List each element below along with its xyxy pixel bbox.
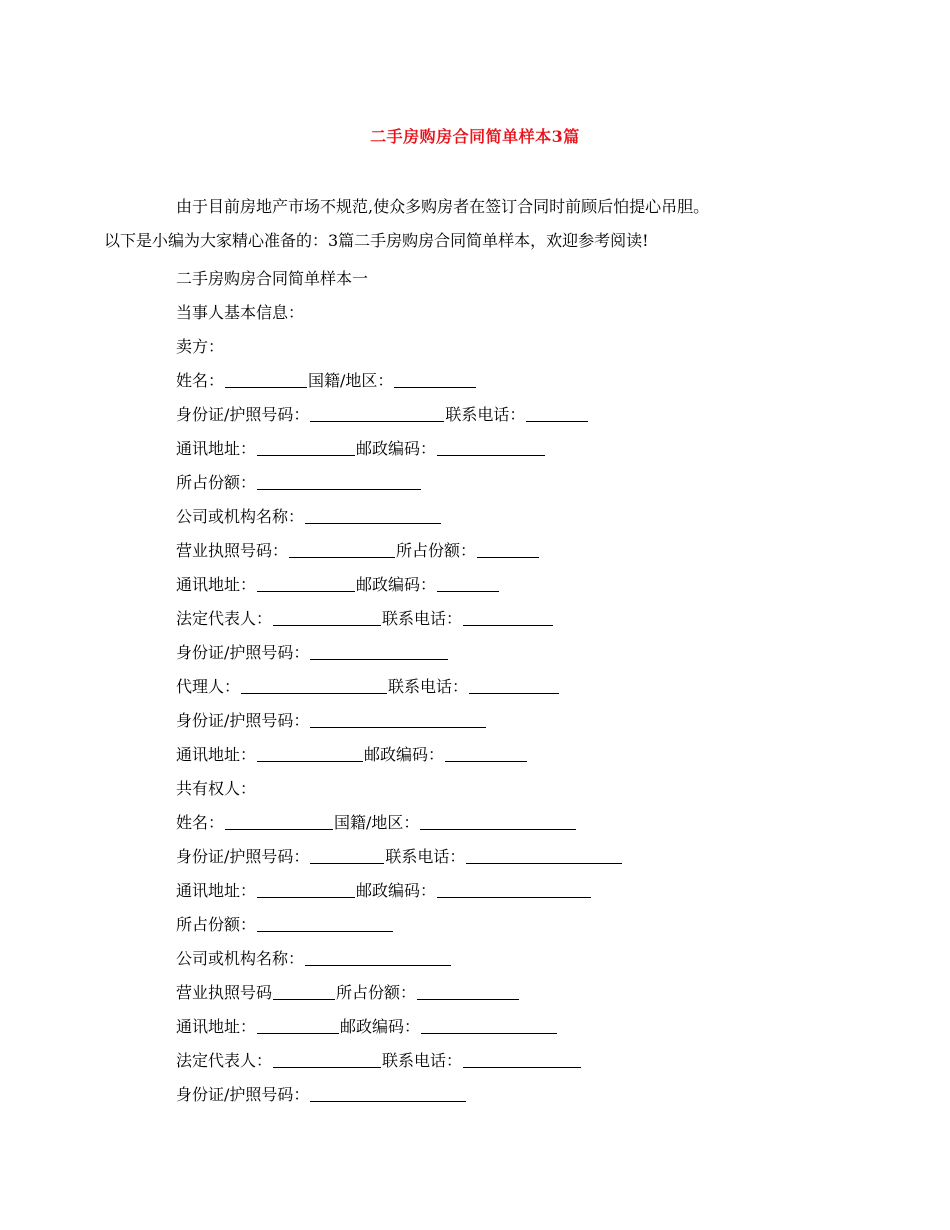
legal-rep-blank (273, 1047, 381, 1068)
share-blank (257, 469, 421, 490)
co-owner-name-row (176, 806, 896, 840)
field-label: 国籍/地区： (334, 813, 420, 832)
field-label: 通讯地址： (176, 439, 257, 458)
seller-license-row (176, 534, 896, 568)
co-owner-share-row (176, 908, 896, 942)
field-label: 通讯地址： (176, 881, 257, 900)
id-blank (310, 639, 448, 660)
address-blank (257, 741, 363, 762)
phone-blank (466, 843, 622, 864)
postal-blank (437, 571, 499, 592)
company-blank (305, 503, 441, 524)
phone-blank (463, 605, 553, 626)
field-label: 法定代表人： (176, 1051, 273, 1070)
field-label: 代理人： (176, 677, 241, 696)
agent-blank (241, 673, 387, 694)
field-label: 联系电话： (382, 609, 463, 628)
co-owner-license-row (176, 976, 896, 1010)
contract-body (176, 262, 896, 1112)
id-blank (310, 1081, 466, 1102)
name-blank (225, 367, 307, 388)
address-blank (257, 1013, 339, 1034)
seller-id3-row (176, 704, 896, 738)
field-label: 邮政编码： (356, 881, 437, 900)
nationality-blank (420, 809, 576, 830)
field-label: 联系电话： (385, 847, 466, 866)
field-label: 邮政编码： (364, 745, 445, 764)
field-label: 国籍/地区： (308, 371, 394, 390)
phone-blank (463, 1047, 581, 1068)
field-label: 所占份额： (336, 983, 417, 1002)
co-owner-address-row (176, 874, 896, 908)
field-label: 身份证/护照号码： (176, 1085, 310, 1104)
postal-blank (437, 877, 591, 898)
field-label: 通讯地址： (176, 1017, 257, 1036)
field-label: 所占份额： (176, 473, 257, 492)
co-owner-id-row (176, 840, 896, 874)
field-label: 联系电话： (388, 677, 469, 696)
field-label: 所占份额： (176, 915, 257, 934)
co-owner-company-row (176, 942, 896, 976)
phone-blank (469, 673, 559, 694)
parties-heading: 当事人基本信息： (176, 303, 305, 322)
share-blank (257, 911, 393, 932)
co-owner-address2-row (176, 1010, 896, 1044)
field-label: 邮政编码： (356, 439, 437, 458)
field-label: 邮政编码： (340, 1017, 421, 1036)
name-blank (225, 809, 333, 830)
id-blank (310, 707, 486, 728)
seller-heading: 卖方： (176, 337, 225, 356)
postal-blank (421, 1013, 557, 1034)
license-blank (289, 537, 395, 558)
license-blank (273, 979, 335, 1000)
address-blank (257, 435, 355, 456)
field-label: 营业执照号码： (176, 541, 289, 560)
field-label: 姓名： (176, 813, 225, 832)
nationality-blank (394, 367, 476, 388)
share-blank (417, 979, 519, 1000)
field-label: 通讯地址： (176, 745, 257, 764)
seller-address-row (176, 432, 896, 466)
field-label: 联系电话： (382, 1051, 463, 1070)
field-label: 营业执照号码 (176, 983, 273, 1002)
seller-name-row (176, 364, 896, 398)
co-owner-id2-row (176, 1078, 896, 1112)
field-label: 通讯地址： (176, 575, 257, 594)
postal-blank (445, 741, 527, 762)
field-label: 身份证/护照号码： (176, 711, 310, 730)
field-label: 身份证/护照号码： (176, 405, 310, 424)
legal-rep-blank (273, 605, 381, 626)
phone-blank (526, 401, 588, 422)
field-label: 联系电话： (445, 405, 526, 424)
field-label: 公司或机构名称： (176, 507, 305, 526)
seller-address2-row (176, 568, 896, 602)
co-owner-legal-rep-row (176, 1044, 896, 1078)
seller-share-row (176, 466, 896, 500)
seller-address3-row (176, 738, 896, 772)
company-blank (305, 945, 451, 966)
field-label: 身份证/护照号码： (176, 643, 310, 662)
id-blank (310, 843, 384, 864)
field-label: 所占份额： (396, 541, 477, 560)
address-blank (257, 571, 355, 592)
co-owner-heading: 共有权人： (176, 779, 257, 798)
intro-line-1: 由于目前房地产市场不规范,使众多购房者在签订合同时前顾后怕提心吊胆。 (176, 197, 710, 216)
field-label: 姓名： (176, 371, 225, 390)
field-label: 身份证/护照号码： (176, 847, 310, 866)
share-blank (477, 537, 539, 558)
seller-legal-rep-row (176, 602, 896, 636)
section-heading: 二手房购房合同简单样本一 (176, 269, 369, 288)
seller-agent-row (176, 670, 896, 704)
field-label: 邮政编码： (356, 575, 437, 594)
postal-blank (437, 435, 545, 456)
seller-id-row (176, 398, 896, 432)
field-label: 法定代表人： (176, 609, 273, 628)
seller-company-row (176, 500, 896, 534)
intro-line-2: 以下是小编为大家精心准备的：3篇二手房购房合同简单样本，欢迎参考阅读! (104, 231, 649, 250)
address-blank (257, 877, 355, 898)
document-title: 二手房购房合同简单样本3篇 (370, 127, 580, 146)
seller-id2-row (176, 636, 896, 670)
field-label: 公司或机构名称： (176, 949, 305, 968)
intro-paragraph (104, 190, 820, 258)
id-blank (310, 401, 444, 422)
